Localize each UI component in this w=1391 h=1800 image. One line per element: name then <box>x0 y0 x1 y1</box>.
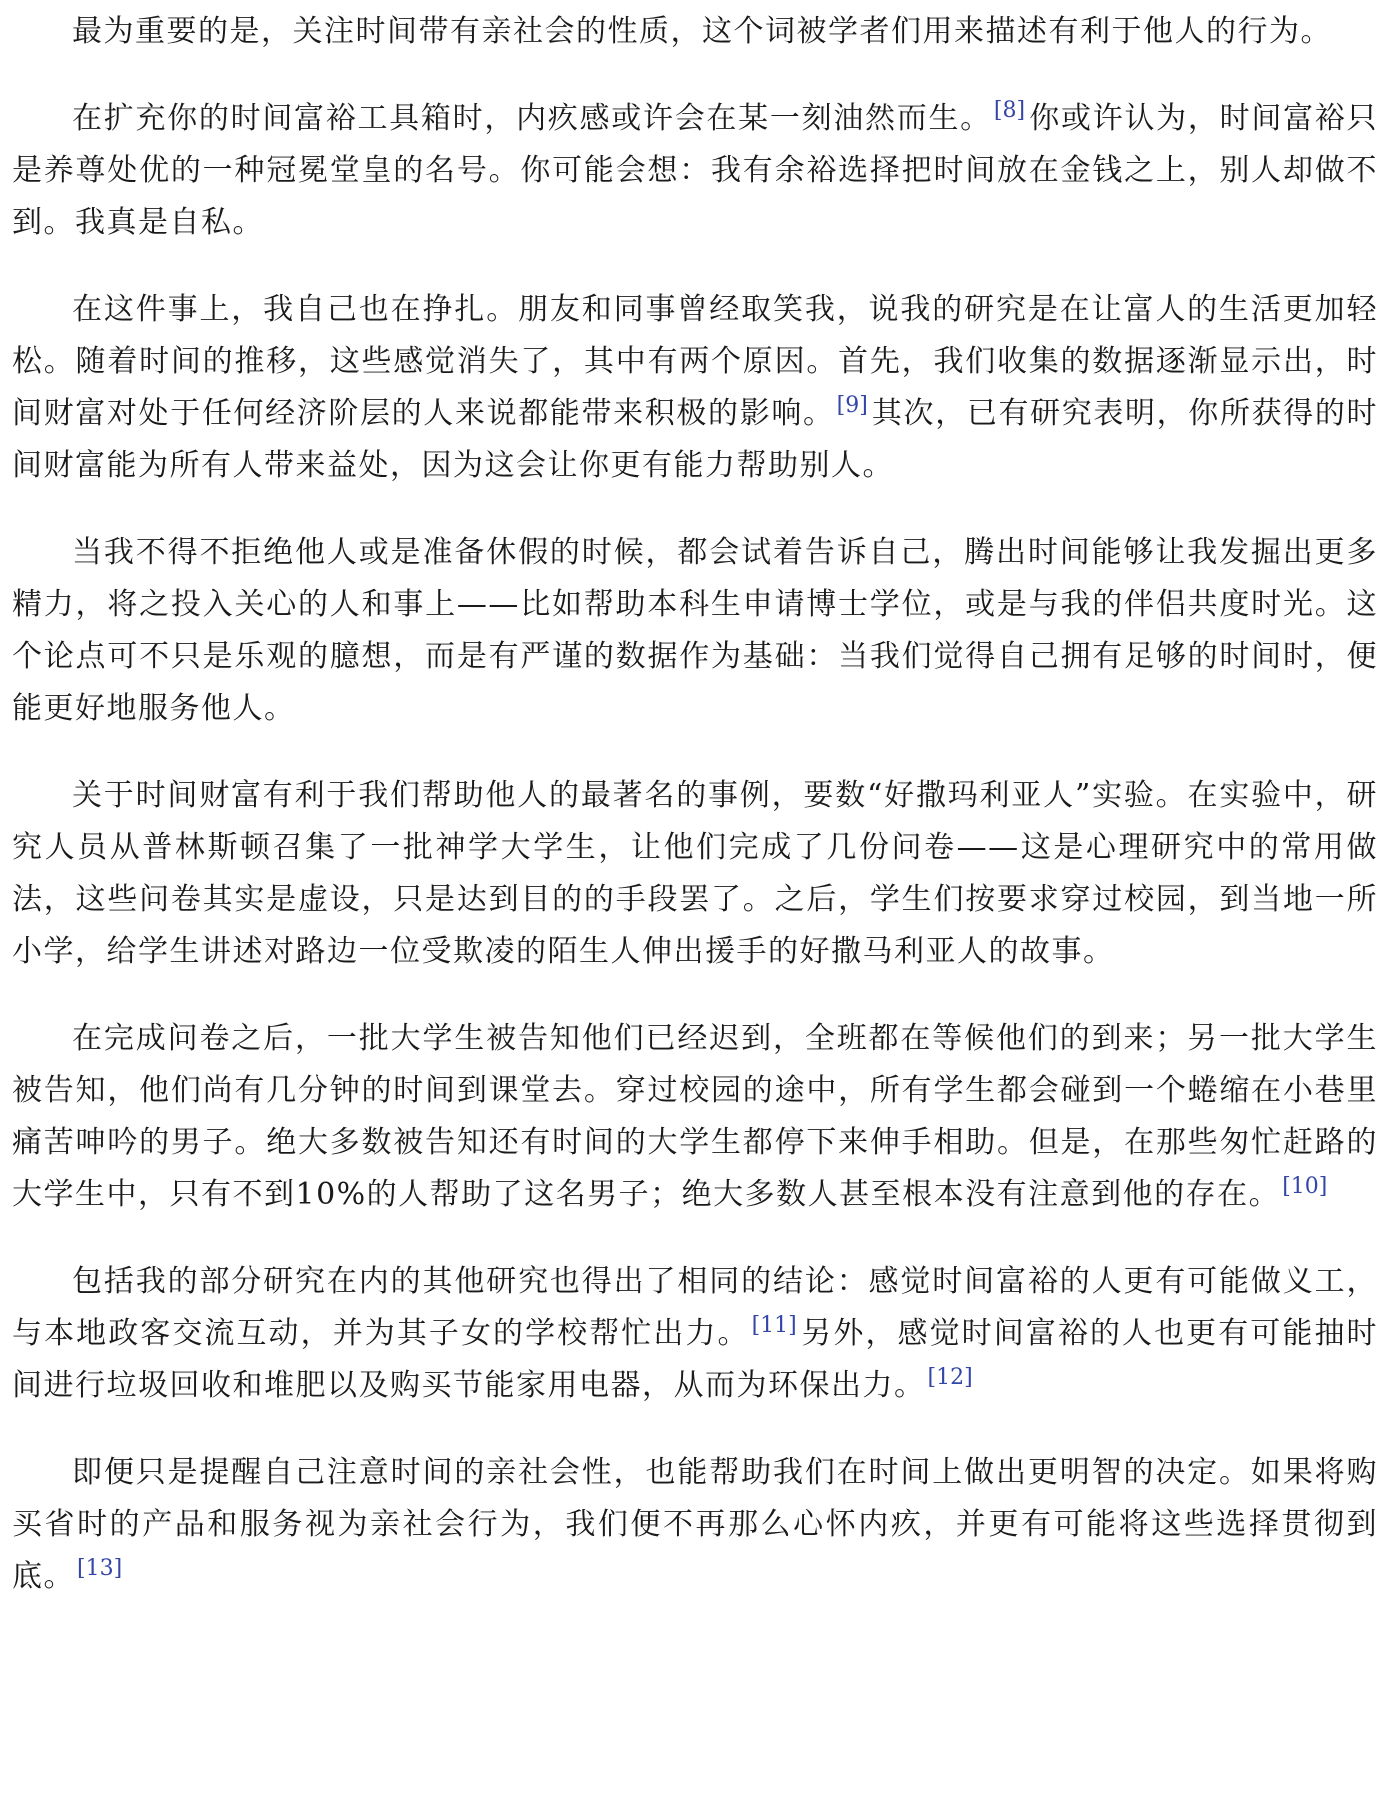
paragraph <box>12 6 1378 58</box>
paragraph <box>12 1256 1378 1412</box>
paragraph-text: 你或许认为，时间富裕只是养尊处优的一种冠冕堂皇的名号。你可能会想：我有余裕选择把时间放在金钱之上，别人却做不到。我真是自私。 <box>12 101 1379 240</box>
paragraph <box>12 1013 1378 1221</box>
paragraph-text: 其次，已有研究表明，你所获得的时间财富能为所有人带来益处，因为这会让你更有能力帮助别人。 <box>12 396 1379 483</box>
paragraph-text: 当我不得不拒绝他人或是准备休假的时候，都会试着告诉自己，腾出时间能够让我发掘出更多精力，将之投入关心的人和事上——比如帮助本科生申请博士学位，或是与我的伴侣共度时光。这个论点可不只是乐观的臆想，而是有严谨的数据作为基础：当我们觉得自己拥有足够的时间时，便能更好地服务他人。 <box>12 535 1378 726</box>
footnote-link[interactable]: [12] <box>927 1365 973 1390</box>
paragraph-text: 关于时间财富有利于我们帮助他人的最著名的事例，要数“好撒玛利亚人”实验。在实验中，研究人员从普林斯顿召集了一批神学大学生，让他们完成了几份问卷——这是心理研究中的常用做法，这些问卷其实是虚设，只是达到目的的手段罢了。之后，学生们按要求穿过校园，到当地一所小学，给学生讲述对路边一位受欺凌的陌生人伸出援手的好撒马利亚人的故事。 <box>12 778 1378 969</box>
paragraph <box>12 284 1378 492</box>
document-page <box>12 6 1378 1638</box>
paragraph-text: 在完成问卷之后，一批大学生被告知他们已经迟到，全班都在等候他们的到来；另一批大学生被告知，他们尚有几分钟的时间到课堂去。穿过校园的途中，所有学生都会碰到一个蜷缩在小巷里痛苦呻吟的男子。绝大多数被告知还有时间的大学生都停下来伸手相助。但是，在那些匆忙赶路的大学生中，只有不到10%的人帮助了这名男子；绝大多数人甚至根本没有注意到他的存在。 <box>12 1021 1378 1212</box>
paragraph <box>12 770 1378 978</box>
footnote-link[interactable]: [10] <box>1282 1174 1328 1199</box>
paragraph-text: 在这件事上，我自己也在挣扎。朋友和同事曾经取笑我，说我的研究是在让富人的生活更加轻松。随着时间的推移，这些感觉消失了，其中有两个原因。首先，我们收集的数据逐渐显示出，时间财富对处于任何经济阶层的人来说都能带来积极的影响。 <box>12 292 1378 431</box>
paragraph-text: 即便只是提醒自己注意时间的亲社会性，也能帮助我们在时间上做出更明智的决定。如果将购买省时的产品和服务视为亲社会行为，我们便不再那么心怀内疚，并更有可能将这些选择贯彻到底。 <box>12 1455 1378 1594</box>
paragraph-text: 包括我的部分研究在内的其他研究也得出了相同的结论：感觉时间富裕的人更有可能做义工，与本地政客交流互动，并为其子女的学校帮忙出力。 <box>12 1264 1378 1351</box>
footnote-link[interactable]: [13] <box>77 1556 123 1581</box>
paragraph <box>12 527 1378 735</box>
paragraph <box>12 1447 1378 1603</box>
paragraph-text: 最为重要的是，关注时间带有亲社会的性质，这个词被学者们用来描述有利于他人的行为。 <box>72 14 1332 49</box>
paragraph-text: 另外，感觉时间富裕的人也更有可能抽时间进行垃圾回收和堆肥以及购买节能家用电器，从而为环保出力。 <box>12 1316 1379 1403</box>
paragraph-text: 在扩充你的时间富裕工具箱时，内疚感或许会在某一刻油然而生。 <box>72 101 992 136</box>
footnote-link[interactable]: [8] <box>993 98 1026 123</box>
paragraph <box>12 93 1378 249</box>
footnote-link[interactable]: [11] <box>751 1313 797 1338</box>
footnote-link[interactable]: [9] <box>836 393 868 418</box>
